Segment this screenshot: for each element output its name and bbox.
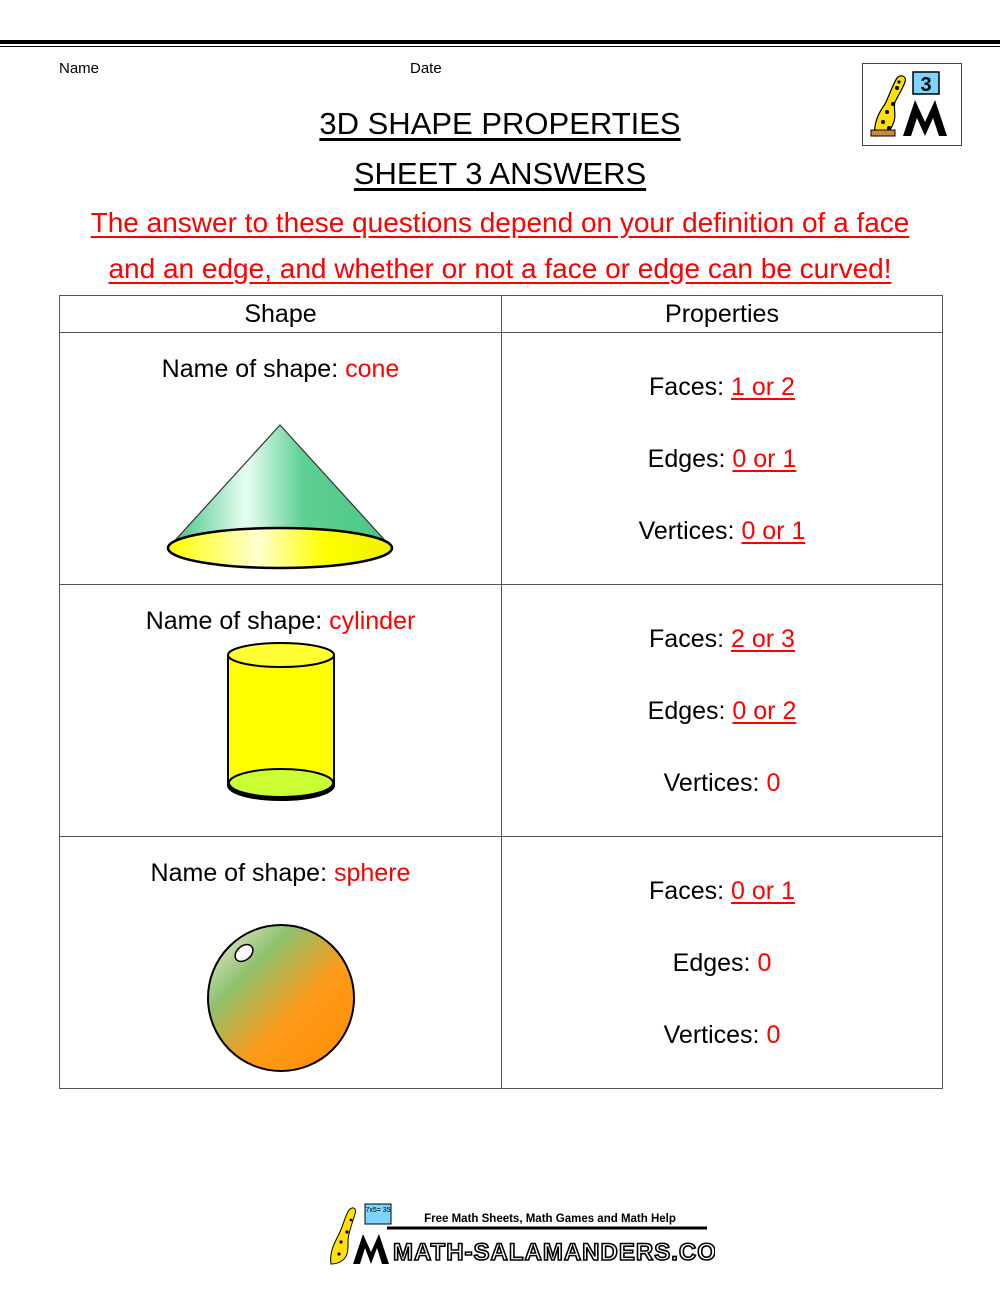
vertices-row: Vertices: 0 or 1 xyxy=(638,517,806,545)
vertices-answer: 0 xyxy=(766,1021,781,1049)
worksheet-title: 3D SHAPE PROPERTIES xyxy=(319,106,681,141)
edges-row: Edges: 0 or 1 xyxy=(647,445,797,473)
faces-row: Faces: 2 or 3 xyxy=(649,625,795,653)
shape-cell xyxy=(60,585,502,837)
shape-cell xyxy=(60,333,502,585)
top-rule xyxy=(0,40,1000,44)
cone-icon xyxy=(160,421,400,571)
date-label: Date xyxy=(410,60,442,77)
shape-name-label: Name of shape: cylinder xyxy=(145,607,416,635)
vertices-row: Vertices: 0 xyxy=(663,1021,781,1049)
edges-answer: 0 or 2 xyxy=(732,697,797,725)
column-header-properties: Properties xyxy=(502,296,943,333)
edges-answer: 0 or 1 xyxy=(732,445,797,473)
shape-name-answer: sphere xyxy=(333,859,411,887)
note-line-1: The answer to these questions depend on your definition of a face xyxy=(90,207,910,238)
table-row xyxy=(60,837,943,1089)
properties-cell xyxy=(502,837,943,1089)
faces-answer: 0 or 1 xyxy=(731,877,795,905)
cylinder-icon xyxy=(222,639,340,805)
edges-row: Edges: 0 xyxy=(672,949,772,977)
column-header-shape: Shape xyxy=(60,296,502,333)
top-rule-thin xyxy=(0,46,1000,47)
edges-row: Edges: 0 or 2 xyxy=(647,697,797,725)
worksheet-subtitle: SHEET 3 ANSWERS xyxy=(353,156,647,191)
vertices-answer: 0 or 1 xyxy=(741,517,806,545)
shape-cell xyxy=(60,837,502,1089)
footer-tagline: Free Math Sheets, Math Games and Math Help xyxy=(424,1213,676,1225)
shape-properties-table xyxy=(59,295,943,1089)
footer-salamander-icon xyxy=(325,1202,715,1270)
note-line-2: and an edge, and whether or not a face or edge can be curved! xyxy=(108,253,892,284)
vertices-answer: 0 xyxy=(766,769,781,797)
faces-row: Faces: 0 or 1 xyxy=(649,877,795,905)
shape-name-label: Name of shape: cone xyxy=(161,355,400,383)
table-row xyxy=(60,585,943,837)
footer-brand: MATH-SALAMANDERS.COM xyxy=(393,1239,715,1266)
sphere-icon xyxy=(204,921,358,1075)
edges-answer: 0 xyxy=(757,949,772,977)
properties-cell xyxy=(502,333,943,585)
faces-row: Faces: 1 or 2 xyxy=(649,373,795,401)
faces-answer: 2 or 3 xyxy=(731,625,795,653)
shape-name-answer: cylinder xyxy=(329,607,416,635)
properties-cell xyxy=(502,585,943,837)
name-label: Name xyxy=(59,60,100,77)
vertices-row: Vertices: 0 xyxy=(663,769,781,797)
footer-badge: 7x5= 35 xyxy=(365,1207,391,1214)
shape-name-label: Name of shape: sphere xyxy=(150,859,411,887)
logo-grade: 3 xyxy=(920,74,932,96)
shape-name-answer: cone xyxy=(345,355,400,383)
table-row xyxy=(60,333,943,585)
faces-answer: 1 or 2 xyxy=(731,373,795,401)
footer-logo xyxy=(325,1202,715,1270)
